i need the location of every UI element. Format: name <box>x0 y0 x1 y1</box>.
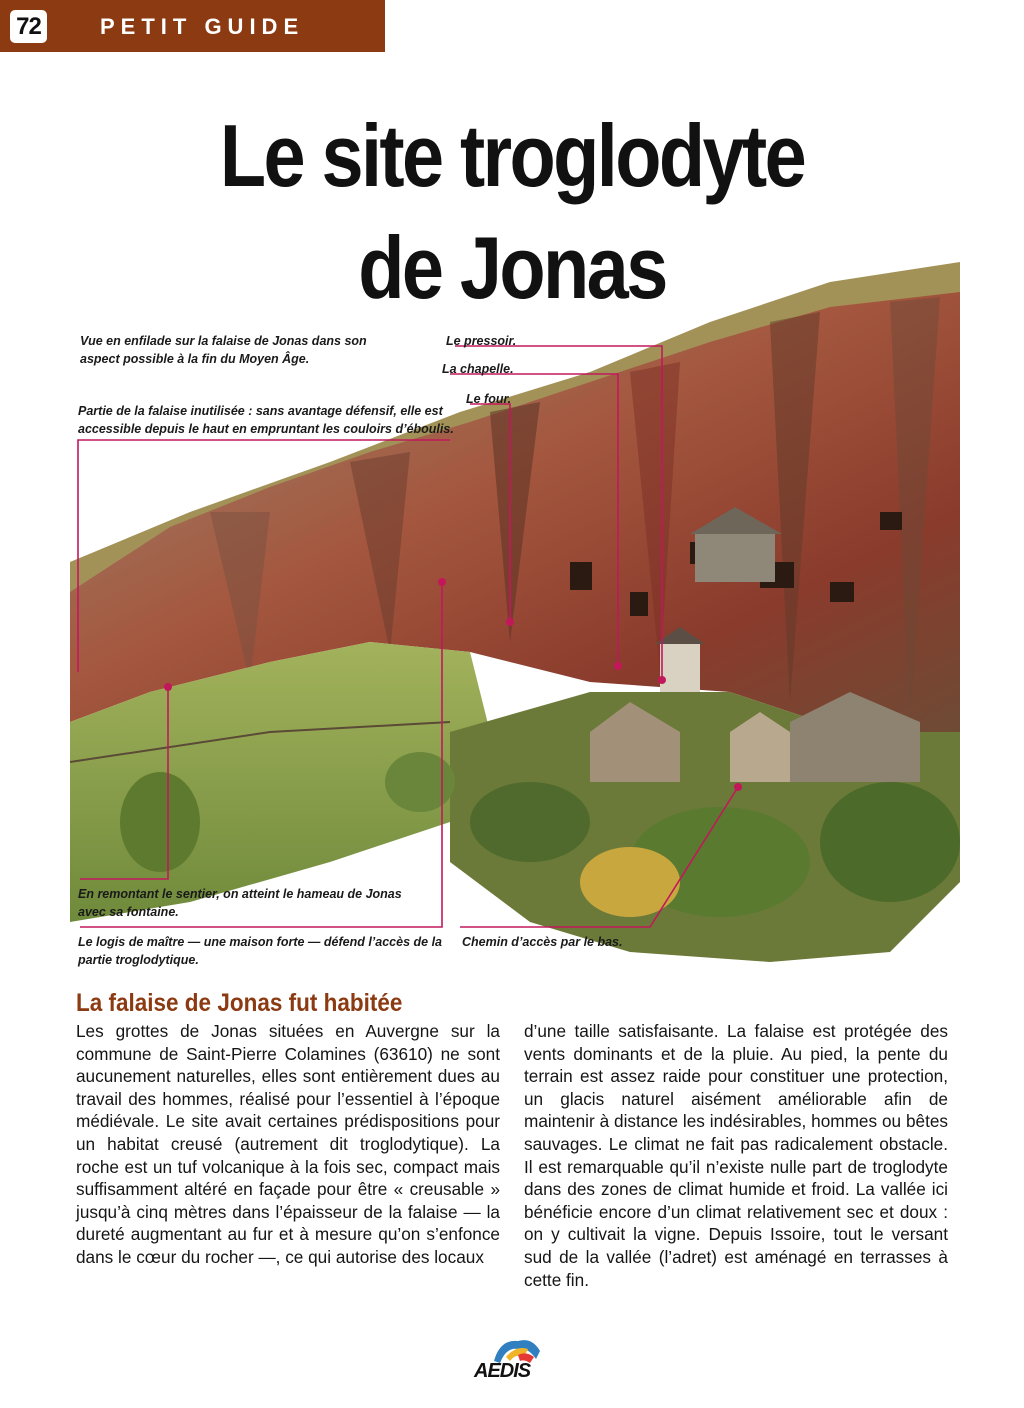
caption-chemin: Chemin d’accès par le bas. <box>462 935 623 949</box>
page-number: 72 <box>10 10 47 43</box>
caption-chapelle: La chapelle. <box>442 362 514 376</box>
caption-sentier: En remontant le sentier, on atteint le hameau de Jonas avec sa fontaine. <box>78 887 402 919</box>
caption-four: Le four. <box>466 392 512 406</box>
article-heading: La falaise de Jonas fut habitée <box>76 989 403 1017</box>
page-title-line-2: de Jonas <box>358 218 666 317</box>
page-title-line-1: Le site troglodyte <box>219 106 805 205</box>
cliff-illustration <box>70 262 960 982</box>
publisher-logo-text: AEDIS <box>474 1360 531 1382</box>
caption-logis: Le logis de maître — une maison forte — défend l’accès de la partie troglodytique. <box>78 935 442 967</box>
article-column-1: Les grottes de Jonas situées en Auvergne sur la commune de Saint-Pierre Colamines (63610) ne sont aucunement naturelles, elles sont entièrement dues au travail des hommes, réalisé pour l’essentiel à l’époque médiévale. Le site avait certaines prédispositions pour un habitat creusé (autrement dit troglodytique). La roche est un tuf volcanique à la fois sec, compact mais suffisamment altéré en façade pour être « creusable » jusqu’à cinq mètres dans l’épaisseur de la falaise — la dureté augmentant au fur et à mesure qu’on s’enfonce dans le cœur du rocher —, ce qui autorise des locaux <box>76 1021 500 1267</box>
article-column-2: d’une taille satisfaisante. La falaise est protégée des vents dominants et de la pluie. Au pied, la pente du terrain est assez raide pour constituer une protection, un glacis naturel aisément améliorable afin de maintenir à distance les indésirables, hommes ou bêtes sauvages. Le climat ne fait pas radicalement obstacle. Il est remarquable qu’il n’existe nulle part de troglodyte dans des zones de climat humide et froid. La vallée ici bénéficie encore d’un climat relativement sec et doux : on y cultivait la vigne. Depuis Issoire, tout le versant sud de la vallée (l’adret) est aménagé en terrasses à cette fin. <box>524 1021 948 1290</box>
caption-overview: Vue en enfilade sur la falaise de Jonas dans son aspect possible à la fin du Moyen Âge. <box>80 334 367 366</box>
section-label: PETIT GUIDE <box>100 14 305 39</box>
caption-pressoir: Le pressoir. <box>446 334 517 348</box>
caption-unused-cliff: Partie de la falaise inutilisée : sans avantage défensif, elle est accessible depuis le haut en empruntant les couloirs d’éboulis. <box>78 404 454 436</box>
